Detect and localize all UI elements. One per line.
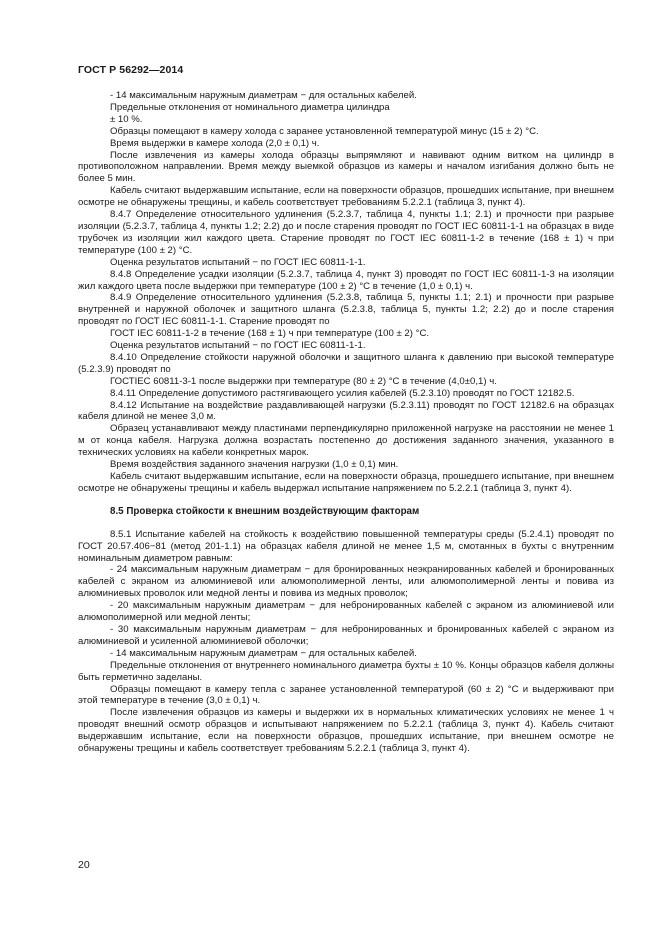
paragraph: Предельные отклонения от номинального диаметра цилиндра (110, 101, 390, 113)
paragraph: 8.4.8 Определение усадки изоляции (5.2.3.7, таблица 4, пункт 3) проводят по ГОСТ IEC 60811-1-3 на изоляции жил каждого цвета после выдержки при температуре (100 ± 2) °С в течение (1,0 ± 0,1) ч. (78, 268, 614, 292)
paragraph: 8.4.11 Определение допустимого растягивающего усилия кабелей (5.2.3.10) проводят по ГОСТ 12182.5. (110, 387, 575, 399)
paragraph: Оценка результатов испытаний − по ГОСТ IEC 60811-1-1. (110, 340, 366, 352)
page-number: 20 (78, 859, 90, 871)
paragraph: 8.4.9 Определение относительного удлинения (5.2.3.8, таблица 5, пункты 1.1; 2.1) и прочности при разрыве внутренней и наружной оболочек и защитного шланга (5.2.3.8, таблица 5, пункты 1.2; 2.2) до и после старения проводят по ГОСТ IEC 60811-1-1. Старение проводят по (78, 292, 614, 328)
paragraph: - 20 максимальным наружным диаметрам − для небронированных кабелей с экраном из алюминиевой или алюмополимерной или медной ленты; (78, 600, 614, 624)
paragraph: - 14 максимальным наружным диаметрам − для остальных кабелей. (110, 647, 417, 659)
paragraph: Кабель считают выдержавшим испытание, если на поверхности образца, прошедшего испытание, при внешнем осмотре не обнаружены трещины и кабель выдержал испытание напряжением по 5.2.2.1 (таблица 3, пункт 4). (78, 471, 614, 494)
paragraph: ± 10 %. (110, 113, 143, 125)
text-block-top (78, 90, 614, 495)
paragraph: После извлечения образцов из камеры и выдержки их в нормальных климатических условиях не менее 1 ч проводят внешний осмотр образцов и испытывают напряжением по 5.2.2.1 (таблица 3, пункт 4). Кабель считают выдержавшим испытание, если на поверхности образцов, прошедших испытание, при внешнем осмотре не обнаружены трещины и кабель соответствует требованиям 5.2.2.1 (таблица 3, пункт 4). (78, 707, 614, 755)
text-block-bottom (78, 529, 614, 755)
paragraph: - 30 максимальным наружным диаметрам − для небронированных и бронированных кабелей с экраном из алюминиевой и усиленной алюминиевой оболочки; (78, 623, 614, 647)
paragraph: 8.4.7 Определение относительного удлинения (5.2.3.7, таблица 4, пункты 1.1; 2.1) и прочности при разрыве изоляции (5.2.3.7, таблица 4, пункты 1.2; 2.2) до и после старения проводят по ГОСТ IEC 60811-1-1 на образцах в виде трубочек из изоляции жил каждого цвета. Старение проводят по ГОСТ IEC 60811-1-2 в течение (168 ± 1) ч при температуре (100 ± 2) °С. (78, 209, 614, 256)
section-heading: 8.5 Проверка стойкости к внешним воздействующим факторам (110, 505, 420, 517)
document-body (78, 90, 614, 755)
paragraph: Время выдержки в камере холода (2,0 ± 0,1) ч. (110, 137, 320, 149)
paragraph: После извлечения из камеры холода образцы выпрямляют и навивают одним витком на цилиндр в противоположном направлении. Время между выемкой образцов из камеры и началом изгибания должно быть не более 5 мин. (78, 149, 614, 185)
paragraph: Образец устанавливают между пластинами перпендикулярно приложенной нагрузке на расстоянии не менее 1 м от конца кабеля. Нагрузка должна возрастать постепенно до достижения заданного значения, указанного в технических условиях на кабели конкретных марок. (78, 423, 614, 459)
paragraph: - 14 максимальным наружным диаметрам − для остальных кабелей. (110, 90, 417, 101)
paragraph: Время воздействия заданного значения нагрузки (1,0 ± 0,1) мин. (110, 459, 399, 471)
paragraph: ГОСТIEC 60811-3-1 после выдержки при температуре (80 ± 2) °С в течение (4,0±0,1) ч. (110, 375, 497, 387)
paragraph: 8.4.10 Определение стойкости наружной оболочки и защитного шланга к давлению при высокой температуре (5.2.3.9) проводят по (78, 351, 614, 375)
paragraph: Образцы помещают в камеру тепла с заранее установленной температурой (60 ± 2) °С и выдерживают при этой температуре в течение (3,0 ± 0,1) ч. (78, 683, 614, 707)
paragraph: 8.4.12 Испытание на воздействие раздавливающей нагрузки (5.2.3.11) проводят по ГОСТ 12182.6 на образцах кабеля длиной не менее 3,0 м. (78, 399, 614, 423)
paragraph: Кабель считают выдержавшим испытание, если на поверхности образцов, прошедших испытание, при внешнем осмотре не обнаружены трещины, и кабель соответствует требованиям 5.2.2.1 (таблица 3, пункт 4). (78, 185, 614, 209)
paragraph: Предельные отклонения от внутреннего номинального диаметра бухты ± 10 %. Концы образцов кабеля должны быть герметично заделаны. (78, 659, 614, 683)
paragraph: Оценка результатов испытаний − по ГОСТ IEC 60811-1-1. (110, 256, 366, 268)
paragraph: - 24 максимальным наружным диаметрам − для бронированных неэкранированных кабелей и бронированных кабелей с экраном из алюминиевой или алюмополимерной ленты, или алюмополимерной ленты и повива из алюминиевых проволок или медной ленты и повива из медных проволок; (78, 564, 614, 600)
document-header: ГОСТ Р 56292—2014 (78, 64, 184, 76)
paragraph: ГОСТ IEC 60811-1-2 в течение (168 ± 1) ч при температуре (100 ± 2) °С. (110, 328, 430, 340)
paragraph: Образцы помещают в камеру холода с заранее установленной температурой минус (15 ± 2) °С. (110, 125, 539, 137)
paragraph: 8.5.1 Испытание кабелей на стойкость к воздействию повышенной температуры среды (5.2.4.1) проводят по ГОСТ 20.57.406−81 (метод 201-1.1) на образцах кабеля длиной не менее 1,5 м, смотанных в бухты с внутренним номинальным диаметром равным: (78, 528, 614, 564)
